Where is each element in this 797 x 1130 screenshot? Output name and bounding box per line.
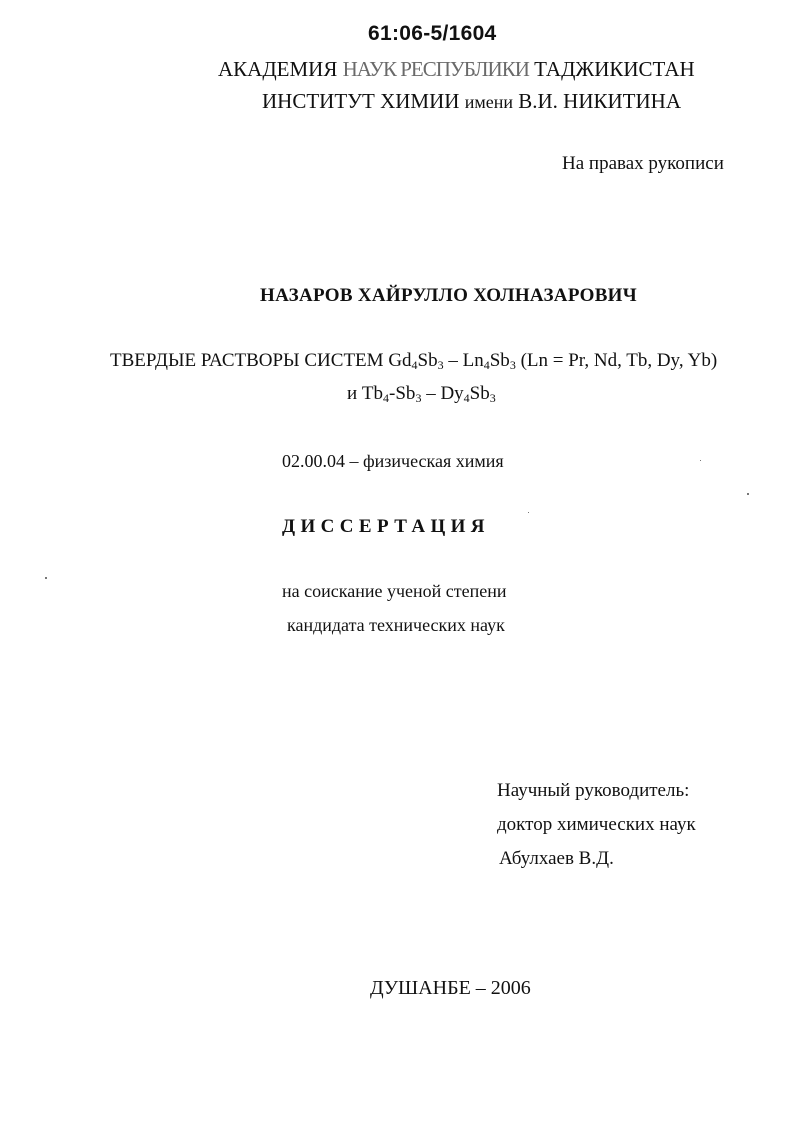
academy-name-faded: НАУК РЕСПУБЛИКИ xyxy=(342,57,529,81)
supervisor-rank: доктор химических наук xyxy=(497,814,696,835)
subscript: 3 xyxy=(415,391,422,405)
subscript: 4 xyxy=(383,391,390,405)
scan-speck xyxy=(700,460,701,461)
formula-sb: Sb xyxy=(469,383,490,404)
academy-name xyxy=(218,57,695,82)
title-conjunction: и xyxy=(347,383,362,404)
subscript: 4 xyxy=(411,358,418,372)
document-type: ДИССЕРТАЦИЯ xyxy=(282,516,490,537)
dissertation-title-line-2 xyxy=(347,383,496,405)
degree-line-1: на соискание ученой степени xyxy=(282,581,507,601)
formula-sb: Sb xyxy=(489,350,510,371)
formula-ln: Ln xyxy=(462,350,484,371)
formula-gd: Gd xyxy=(388,350,412,371)
city-year: ДУШАНБЕ – 2006 xyxy=(370,977,531,999)
archive-stamp: 61:06-5/1604 xyxy=(368,22,497,45)
institute-small: имени xyxy=(464,92,513,112)
manuscript-rights-note: На правах рукописи xyxy=(562,153,724,174)
academy-name-start: АКАДЕМИЯ xyxy=(218,57,338,81)
formula-sb: -Sb xyxy=(389,383,416,404)
institute-main: ИНСТИТУТ ХИМИИ xyxy=(262,89,460,113)
subscript: 3 xyxy=(489,391,496,405)
scan-speck xyxy=(528,512,529,513)
institute-name xyxy=(262,89,681,114)
subscript: 4 xyxy=(463,391,470,405)
scan-speck xyxy=(747,493,749,495)
specialty-code: 02.00.04 – физическая химия xyxy=(282,451,504,471)
scan-speck xyxy=(45,577,47,579)
formula-sb: Sb xyxy=(417,350,438,371)
supervisor-label: Научный руководитель: xyxy=(497,780,690,801)
supervisor-name: Абулхаев В.Д. xyxy=(499,848,614,869)
subscript: 3 xyxy=(509,358,516,372)
title-prefix: ТВЕРДЫЕ РАСТВОРЫ СИСТЕМ xyxy=(110,350,389,371)
formula-dash: – xyxy=(443,350,463,371)
academy-name-end: ТАДЖИКИСТАН xyxy=(534,57,695,81)
title-suffix: (Ln = Pr, Nd, Tb, Dy, Yb) xyxy=(515,350,718,371)
formula-tb: Tb xyxy=(361,383,384,404)
author-name: НАЗАРОВ ХАЙРУЛЛО ХОЛНАЗАРОВИЧ xyxy=(260,285,638,306)
formula-dash: – xyxy=(421,383,441,404)
formula-dy: Dy xyxy=(440,383,464,404)
institute-person: В.И. НИКИТИНА xyxy=(518,89,681,113)
degree-line-2: кандидата технических наук xyxy=(287,615,505,635)
subscript: 4 xyxy=(483,358,490,372)
dissertation-title-line-1 xyxy=(110,350,717,372)
subscript: 3 xyxy=(437,358,444,372)
